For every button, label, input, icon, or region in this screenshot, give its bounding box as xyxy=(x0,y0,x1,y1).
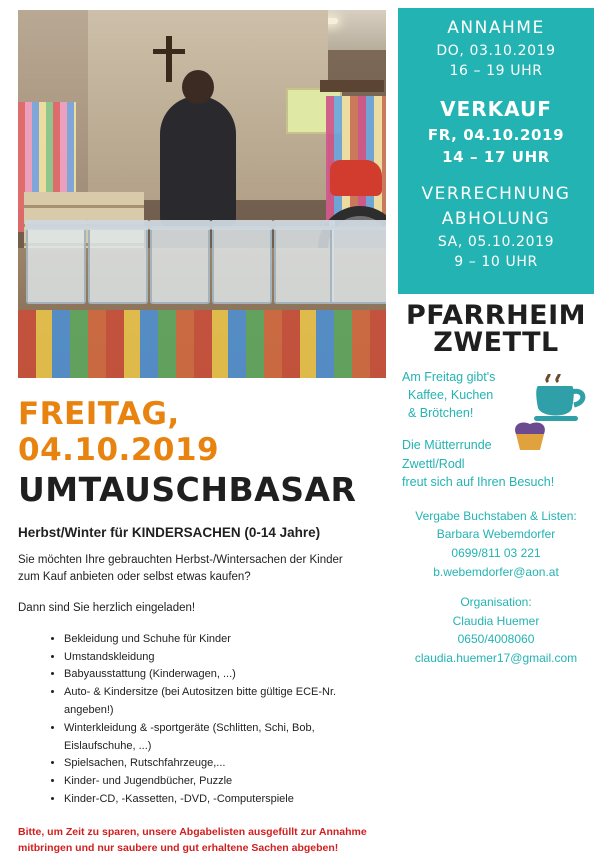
schedule-panel xyxy=(398,8,594,294)
photo-person-head xyxy=(182,70,214,104)
cafe-info xyxy=(398,368,594,491)
crucifix-icon xyxy=(166,36,172,82)
photo-person xyxy=(160,96,236,228)
organizer-group xyxy=(402,436,594,490)
schedule-block-verkauf xyxy=(404,97,588,166)
list-item: • Kinder-CD, -Kassetten, -DVD, -Computerspiele xyxy=(64,791,386,809)
contact-info xyxy=(398,507,594,668)
venue-line-2: ZWETTL xyxy=(433,327,559,358)
organizer-line-2: Zwettl/Rodl xyxy=(402,456,465,471)
cafe-line-1: Am Freitag gibt's xyxy=(402,370,496,384)
schedule-block-verrechnung xyxy=(404,184,588,270)
schedule-divider xyxy=(404,89,588,97)
schedule-time: 16 – 19 UHR xyxy=(449,63,543,79)
photo-box xyxy=(212,226,272,304)
schedule-block-annahme xyxy=(404,18,588,79)
schedule-date: FR, 04.10.2019 xyxy=(427,126,565,144)
photo-box-row xyxy=(18,226,386,322)
contact-primary xyxy=(398,507,594,581)
muffin-icon xyxy=(510,418,550,452)
list-item: • Bekleidung und Schuhe für Kinder xyxy=(64,631,386,649)
list-item: • Babyausstattung (Kinderwagen, ...) xyxy=(64,666,386,684)
accepted-items-list xyxy=(18,631,386,809)
schedule-title: ANNAHME xyxy=(447,18,545,38)
photo-shelf-right xyxy=(320,80,384,92)
schedule-time: 9 – 10 UHR xyxy=(454,254,538,270)
schedule-divider xyxy=(404,176,588,184)
headline-date: FREITAG, 04.10.2019 xyxy=(18,396,220,468)
list-item: • Auto- & Kindersitze (bei Autositzen bitte gültige ECE-Nr. angeben!) xyxy=(64,684,386,720)
organisation-name: Claudia Huemer xyxy=(452,613,540,628)
photo-box xyxy=(88,226,148,304)
page-title: UMTAUSCHBASAR xyxy=(18,470,357,509)
photo-box xyxy=(150,226,210,304)
photo-box xyxy=(274,226,334,304)
schedule-title-secondary: ABHOLUNG xyxy=(441,209,551,229)
footnote-notice: Bitte, um Zeit zu sparen, unsere Abgabelisten ausgefüllt zur Annahme mitbringen und nur saubere und gut erhaltene Sachen abgeben! xyxy=(18,825,367,854)
schedule-title: VERKAUF xyxy=(440,97,552,121)
right-column xyxy=(398,8,594,680)
basar-photo xyxy=(18,10,386,378)
photo-box xyxy=(26,226,86,304)
invite-paragraph: Dann sind Sie herzlich eingeladen! xyxy=(18,601,196,614)
schedule-title: VERRECHNUNG xyxy=(421,184,571,204)
contact-email[interactable]: b.webemdorfer@aon.at xyxy=(433,564,559,579)
contact-organisation xyxy=(398,593,594,667)
cafe-line-2: Kaffee, Kuchen xyxy=(408,388,494,403)
contact-name: Barbara Webemdorfer xyxy=(436,527,556,542)
photo-toy-car xyxy=(330,160,382,196)
organisation-label: Organisation: xyxy=(460,595,532,610)
organizer-line-1: Die Mütterrunde xyxy=(402,438,492,453)
headline-subtitle: Herbst/Winter für KINDERSACHEN (0-14 Jahre) xyxy=(18,525,321,540)
photo-box xyxy=(330,226,386,304)
list-item: • Umstandskleidung xyxy=(64,649,386,667)
cafe-line-3: & Brötchen! xyxy=(408,406,474,421)
organisation-phone[interactable]: 0650/4008060 xyxy=(457,632,535,647)
left-column xyxy=(18,10,386,856)
photo-toys-foreground xyxy=(18,310,386,378)
intro-paragraph: Sie möchten Ihre gebrauchten Herbst-/Wintersachen der Kinder zum Kauf anbieten oder selbst etwas kaufen? xyxy=(18,554,343,584)
schedule-time: 14 – 17 UHR xyxy=(442,148,550,166)
organisation-email[interactable]: claudia.huemer17@gmail.com xyxy=(414,650,578,665)
venue-name xyxy=(398,302,594,356)
venue-line-1: PFARRHEIM xyxy=(405,300,587,331)
contact-heading: Vergabe Buchstaben & Listen: xyxy=(415,508,577,523)
schedule-date: DO, 03.10.2019 xyxy=(436,43,556,59)
list-item: • Kinder- und Jugendbücher, Puzzle xyxy=(64,773,386,791)
contact-phone[interactable]: 0699/811 03 221 xyxy=(451,545,541,560)
list-item: • Spielsachen, Rutschfahrzeuge,... xyxy=(64,755,386,773)
organizer-line-3: freut sich auf Ihren Besuch! xyxy=(402,474,555,489)
schedule-date: SA, 05.10.2019 xyxy=(437,234,555,250)
list-item: • Winterkleidung & -sportgeräte (Schlitten, Schi, Bob, Eislaufschuhe, ...) xyxy=(64,720,386,756)
